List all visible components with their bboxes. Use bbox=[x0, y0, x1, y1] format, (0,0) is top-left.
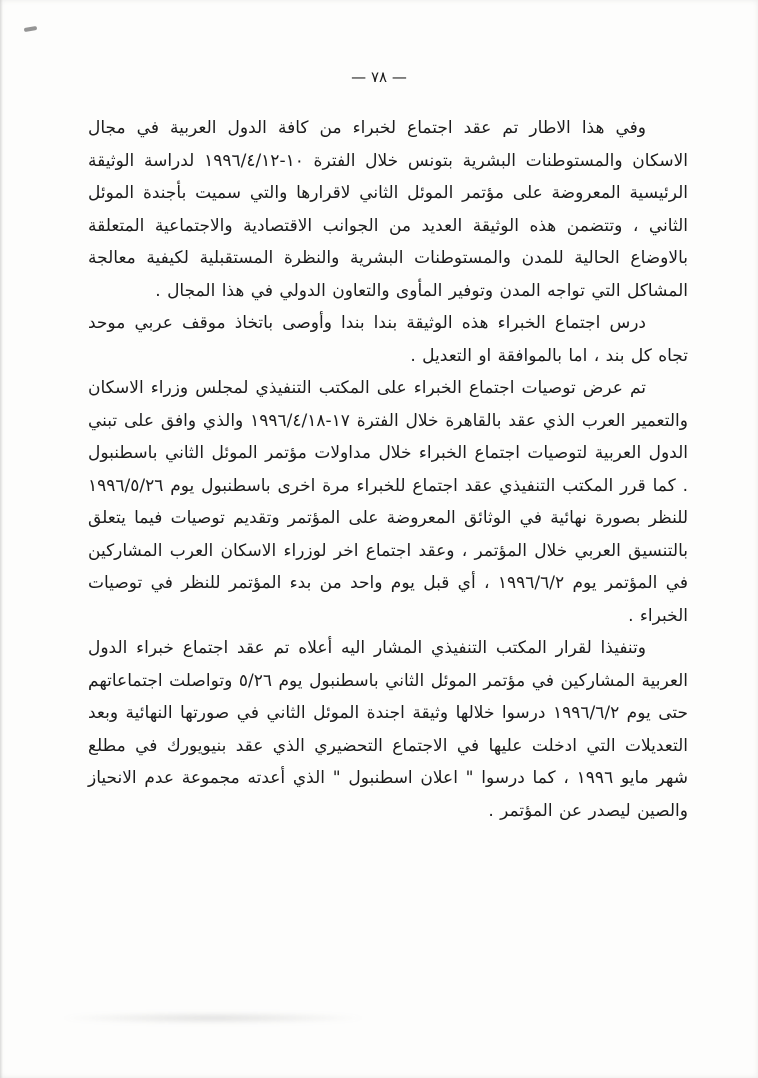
page-number: — ٧٨ — bbox=[351, 68, 407, 86]
paragraph-istanbul-meetings: وتنفيذا لقرار المكتب التنفيذي المشار اليه أعلاه تم عقد اجتماع خبراء الدول العربية المشاركين في مؤتمر الموئل الثاني باسطنبول يوم ٥/٢٦ وتواصلت اجتماعاتهم حتى يوم ١٩٩٦/٦/٢ درسوا خلالها وثيقة اجندة الموئل الثاني في صورتها النهائية وبعد التعديلات التي ادخلت عليها في الاجتماع التحضيري الذي عقد بنيويورك في مطلع شهر مايو ١٩٩٦ ، كما درسوا " اعلان اسطنبول " الذي أعدته مجموعة عدم الانحياز والصين ليصدر عن المؤتمر . bbox=[88, 638, 689, 821]
document-body bbox=[88, 112, 688, 827]
paragraph-executive-office-cairo: تم عرض توصيات اجتماع الخبراء على المكتب التنفيذي لمجلس وزراء الاسكان والتعمير العرب الذي عقد بالقاهرة خلال الفترة ١٧-١٩٩٦/٤/١٨ والذي وافق على تبني الدول العربية لتوصيات اجتماع الخبراء خلال مداولات مؤتمر الموئل الثاني باسطنبول . كما قرر المكتب التنفيذي عقد اجتماع للخبراء مرة اخرى باسطنبول يوم ١٩٩٦/٥/٢٦ للنظر بصورة نهائية في الوثائق المعروضة على المؤتمر وتقديم توصيات فيما يتعلق بالتنسيق العربي خلال المؤتمر ، وعقد اجتماع اخر لوزراء الاسكان العرب المشاركين في المؤتمر يوم ١٩٩٦/٦/٢ ، أي قبل يوم واحد من بدء المؤتمر للنظر في توصيات الخبراء . bbox=[88, 378, 689, 626]
scan-smudge bbox=[58, 1012, 368, 1024]
paragraph-document-review: درس اجتماع الخبراء هذه الوثيقة بندا بندا وأوصى باتخاذ موقف عربي موحد تجاه كل بند ، اما بالموافقة او التعديل . bbox=[88, 313, 688, 366]
paragraph-expert-meeting-tunis: وفي هذا الاطار تم عقد اجتماع لخبراء من كافة الدول العربية في مجال الاسكان والمستوطنات البشرية بتونس خلال الفترة ١٠-١٩٩٦/٤/١٢ لدراسة الوثيقة الرئيسية المعروضة على مؤتمر الموئل الثاني لاقرارها والتي سميت بأجندة الموئل الثاني ، وتتضمن هذه الوثيقة العديد من الجوانب الاقتصادية والاجتماعية المتعلقة بالاوضاع الحالية للمدن والمستوطنات البشرية والنظرة المستقبلية لكيفية معالجة المشاكل التي تواجه المدن وتوفير المأوى والتعاون الدولي في هذا المجال . bbox=[88, 118, 688, 301]
scan-edge-shadow bbox=[0, 0, 3, 1078]
